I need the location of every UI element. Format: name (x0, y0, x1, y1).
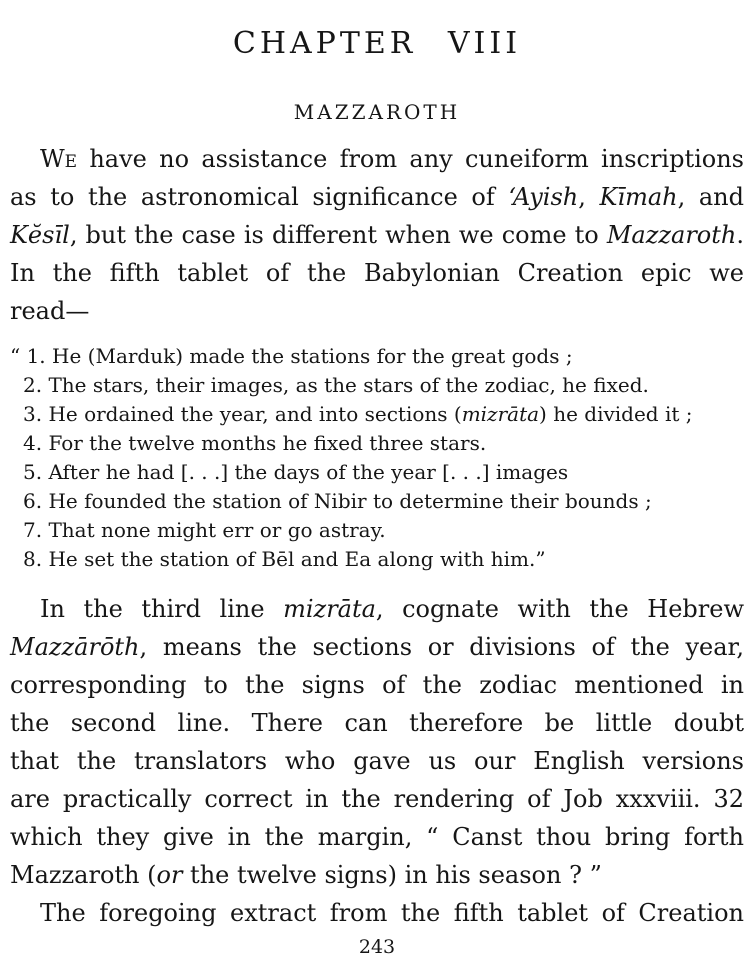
paragraph-intro (10, 140, 744, 330)
text-line: the second line. There can therefore be little doubt (10, 709, 744, 737)
italic-term: or (156, 861, 183, 889)
italic-term: Kĕsīl (10, 221, 70, 249)
text-line: 8. He set the station of Bēl and Ea along with him.” (23, 547, 546, 571)
styled-text: We (40, 145, 78, 173)
italic-term: mizrāta (283, 595, 376, 623)
text-line: 6. He founded the station of Nibir to determine their bounds ; (23, 489, 652, 513)
text-line: as to the astronomical significance of ‘Ayish, Kīmah, and (10, 183, 744, 211)
text-line: Kĕsīl, but the case is different when we come to Mazzaroth. (10, 221, 744, 249)
text-line: corresponding to the signs of the zodiac mentioned in (10, 671, 744, 699)
italic-term: ‘Ayish (508, 183, 579, 211)
text-line: The foregoing extract from the fifth tablet of Creation (40, 899, 744, 927)
paragraph-mizrata (10, 590, 744, 894)
creation-tablet-quote (10, 342, 744, 574)
text-line: “ 1. He (Marduk) made the stations for the great gods ; (10, 344, 573, 368)
text-line: 5. After he had [. . .] the days of the year [. . .] images (23, 460, 569, 484)
text-line: 7. That none might err or go astray. (23, 518, 386, 542)
text-line: that the translators who gave us our English versions (10, 747, 744, 775)
chapter-title: CHAPTER VIII (232, 26, 522, 61)
text-line: 4. For the twelve months he fixed three stars. (23, 431, 487, 455)
text-line: 2. The stars, their images, as the stars of the zodiac, he fixed. (23, 373, 649, 397)
text-line: In the fifth tablet of the Babylonian Creation epic we (10, 259, 744, 287)
text-line: 3. He ordained the year, and into sections (mizrāta) he divided it ; (23, 402, 693, 426)
italic-term: Mazzārōth (10, 633, 140, 661)
italic-term: Mazzaroth (606, 221, 737, 249)
text-line: Mazzaroth (or the twelve signs) in his season ? ” (10, 861, 602, 889)
page-number: 243 (358, 936, 396, 958)
text-line: are practically correct in the rendering of Job xxxviii. 32 (10, 785, 744, 813)
text-line: In the third line mizrāta, cognate with the Hebrew (40, 595, 744, 623)
italic-term: mizrāta (461, 402, 540, 426)
paragraph-foregoing (10, 894, 744, 932)
text-line: Mazzārōth, means the sections or divisions of the year, (10, 633, 744, 661)
italic-term: Kīmah (599, 183, 678, 211)
text-line: which they give in the margin, “ Canst thou bring forth (10, 823, 744, 851)
section-title: MAZZAROTH (293, 100, 461, 124)
text-line: We have no assistance from any cuneiform inscriptions (40, 145, 744, 173)
text-line: read— (10, 297, 90, 325)
